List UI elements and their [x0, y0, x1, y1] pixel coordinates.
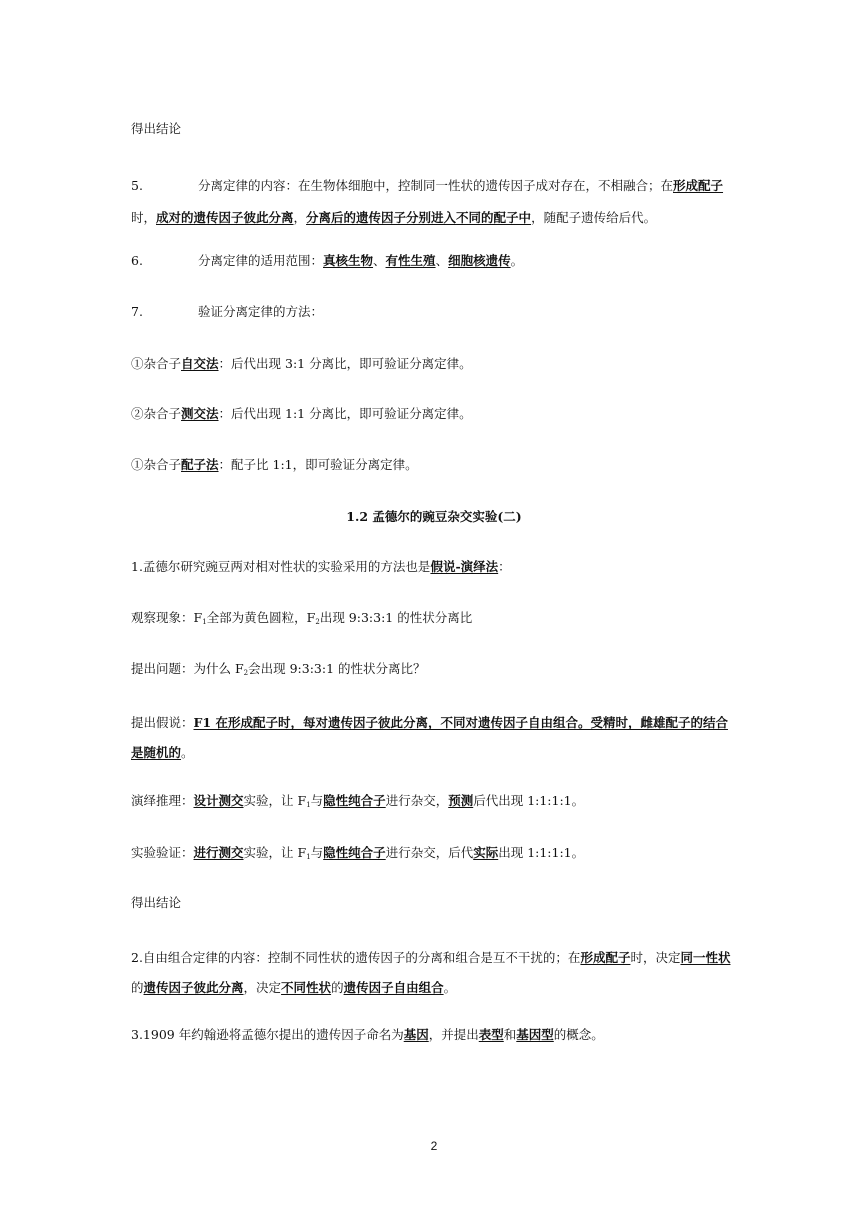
deduction: 演绎推理：设计测交实验，让 $F_1$与隐性纯合子进行杂交，预测后代出现 1:1:1:1。 — [131, 793, 585, 809]
question: 提出问题：为什么 $F_2$会出现 9:3:3:1 的性状分离比？ — [131, 661, 426, 677]
section-item-2: 2.自由组合定律的内容：控制不同性状的遗传因子的分离和组合是互不干扰的；在形成配子时，决定同一性状的遗传因子彼此分离，决定不同性状的遗传因子自由组合。 — [131, 950, 731, 995]
section-title: 1.2 孟德尔的豌豆杂交实验(二) — [346, 509, 522, 524]
method-testcross: ②杂合子测交法：后代出现 1:1 分离比，即可验证分离定律。 — [131, 406, 472, 421]
section-item-3: 3.1909 年约翰逊将孟德尔提出的遗传因子命名为基因，并提出表型和基因型的概念。 — [131, 1027, 604, 1042]
hypothesis: 提出假说：F1 在形成配子时，每对遗传因子彼此分离，不同对遗传因子自由组合。受精时，雌雄配子的结合是随机的。 — [131, 715, 728, 760]
item-6: 6. 分离定律的适用范围：真核生物、有性生殖、细胞核遗传。 — [131, 253, 524, 268]
method-selfing: ①杂合子自交法：后代出现 3:1 分离比，即可验证分离定律。 — [131, 356, 472, 371]
item-5: 5. 分离定律的内容：在生物体细胞中，控制同一性状的遗传因子成对存在，不相融合；在形成配子时，成对的遗传因子彼此分离，分离后的遗传因子分别进入不同的配子中，随配子遗传给后代。 — [131, 178, 724, 225]
method-gamete: ①杂合子配子法：配子比 1:1，即可验证分离定律。 — [131, 457, 418, 472]
observation: 观察现象：$F_1$全部为黄色圆粒，$F_2$出现 9:3:3:1 的性状分离比 — [131, 610, 473, 626]
paragraph-conclusion: 得出结论 — [131, 121, 182, 136]
paragraph-conclusion-2: 得出结论 — [131, 895, 182, 910]
verification: 实验验证：进行测交实验，让 $F_1$与隐性纯合子进行杂交，后代实际出现 1:1:1:1。 — [131, 845, 585, 861]
page-number: 2 — [430, 1139, 438, 1153]
section-item-1: 1.孟德尔研究豌豆两对相对性状的实验采用的方法也是假说-演绎法： — [131, 559, 511, 574]
item-7: 7. 验证分离定律的方法： — [131, 304, 324, 319]
